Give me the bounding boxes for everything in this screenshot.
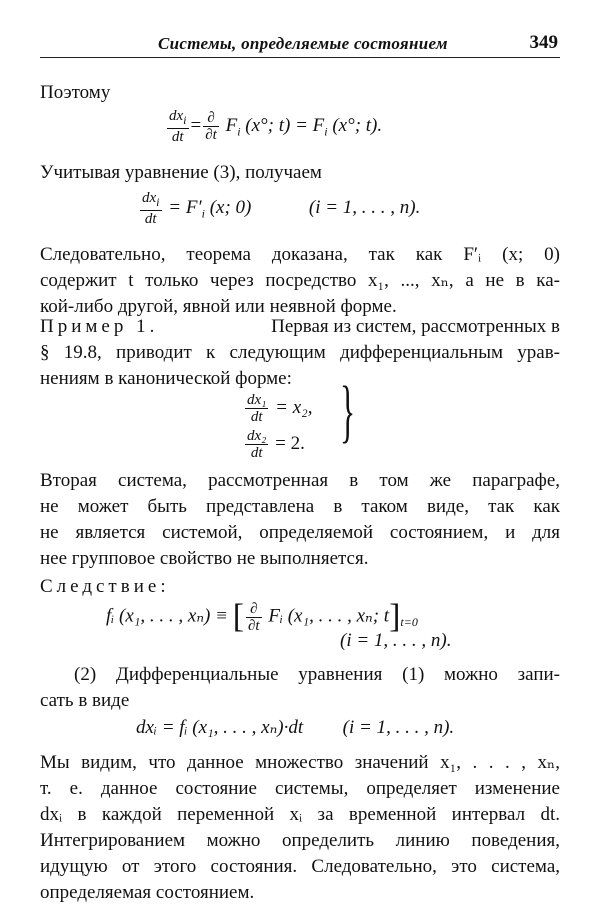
- paragraph-second-system-line-4: нее групповое свойство не выполняется.: [40, 548, 369, 569]
- paragraph-considering: Учитывая уравнение (3), получаем: [40, 162, 322, 183]
- paragraph-second-system-line-2: не может быть представлена в таком виде, так как: [40, 496, 560, 517]
- paragraph-we-see-line-1: Мы видим, что данное множество значений x₁, . . . , xₙ,: [40, 752, 560, 773]
- paragraph-second-system-line-3: не является системой, определяемой состоянием, и для: [40, 522, 560, 543]
- running-header: [40, 32, 560, 58]
- equation-3b: $\frac{\text{dx₂}}{dt}$ = 2.: [247, 428, 305, 461]
- paragraph-we-see-line-2: т. е. данное состояние системы, определяет изменение: [40, 778, 560, 799]
- header-rule: [40, 57, 560, 58]
- paragraph-consequently-line-1: Следовательно, теорема доказана, так как F′ᵢ (x; 0): [40, 244, 560, 265]
- paragraph-diff-eq-line-2: сать в виде: [40, 690, 130, 711]
- fraction-dxi-dt: $\frac{dx_i}{dt}$: [169, 108, 187, 145]
- example-label: Пример 1.: [40, 316, 159, 337]
- fraction-dx2-dt: $\frac{\text{dx₂}}{dt}$: [247, 428, 267, 461]
- example-line-3: нениям в канонической форме:: [40, 368, 292, 389]
- fraction-dx1-dt: $\frac{\text{dx₁}}{dt}$: [247, 392, 267, 425]
- equation-4-range: (i = 1, . . . , n).: [340, 630, 452, 651]
- example-line-2: § 19.8, приводит к следующим дифференциальным урав-: [40, 342, 560, 363]
- fraction-partial-dt: $\frac{\partial}{\partial t}$: [205, 110, 217, 143]
- right-brace: }: [340, 373, 356, 450]
- corollary-label: Следствие:: [40, 576, 170, 597]
- paragraph-diff-eq-line-1: (2) Дифференциальные уравнения (1) можно запи-: [74, 664, 560, 685]
- equation-5: dxᵢ = fᵢ (x₁, . . . , xₙ)·dt (i = 1, . . . , n).: [136, 717, 455, 738]
- equation-3a: $\frac{\text{dx₁}}{dt}$ = x₂,: [247, 392, 313, 425]
- paragraph-we-see-line-5: идущую от этого состояния. Следовательно, это система,: [40, 856, 560, 877]
- paragraph-we-see-line-4: Интегрированием можно определить линию поведения,: [40, 830, 560, 851]
- page-number: 349: [529, 32, 558, 53]
- example-text-line-1: Первая из систем, рассмотренных в: [271, 316, 560, 337]
- paragraph-we-see-line-3: dxᵢ в каждой переменной xᵢ за временной интервал dt.: [40, 804, 560, 825]
- equation-2: $\frac{dx_i}{dt}$ = $F'_i$ (x; 0) (i = 1, . . . , n).: [142, 190, 421, 227]
- paragraph-consequently-line-2: содержит t только через посредство x₁, ..., xₙ, а не в ка-: [40, 270, 560, 291]
- paragraph-we-see-line-6: определяемая состоянием.: [40, 882, 255, 903]
- header-title: Системы, определяемые состоянием: [158, 34, 448, 53]
- paragraph-consequently-line-3: кой-либо другой, явной или неявной форме.: [40, 296, 397, 317]
- fraction-partial-dt-2: $\frac{\partial}{\partial t}$: [248, 600, 260, 634]
- equation-1: $\frac{dx_i}{dt}$ = $\frac{\partial}{\partial t}$ $F_i$ (x°; $t) = F_i$ (x°; t).: [169, 108, 383, 145]
- fraction-dxi-dt-2: $\frac{dx_i}{dt}$: [142, 190, 160, 227]
- equation-4: fᵢ (x₁, . . . , xₙ) ≡ [ $\frac{\partial}{\partial t}$ Fᵢ (x₁, . . . , xₙ; $t]_{t=0}$: [106, 598, 418, 635]
- paragraph-second-system-line-1: Вторая система, рассмотренная в том же параграфе,: [40, 470, 560, 491]
- paragraph-therefore: Поэтому: [40, 82, 111, 103]
- example-line-1: [40, 314, 560, 340]
